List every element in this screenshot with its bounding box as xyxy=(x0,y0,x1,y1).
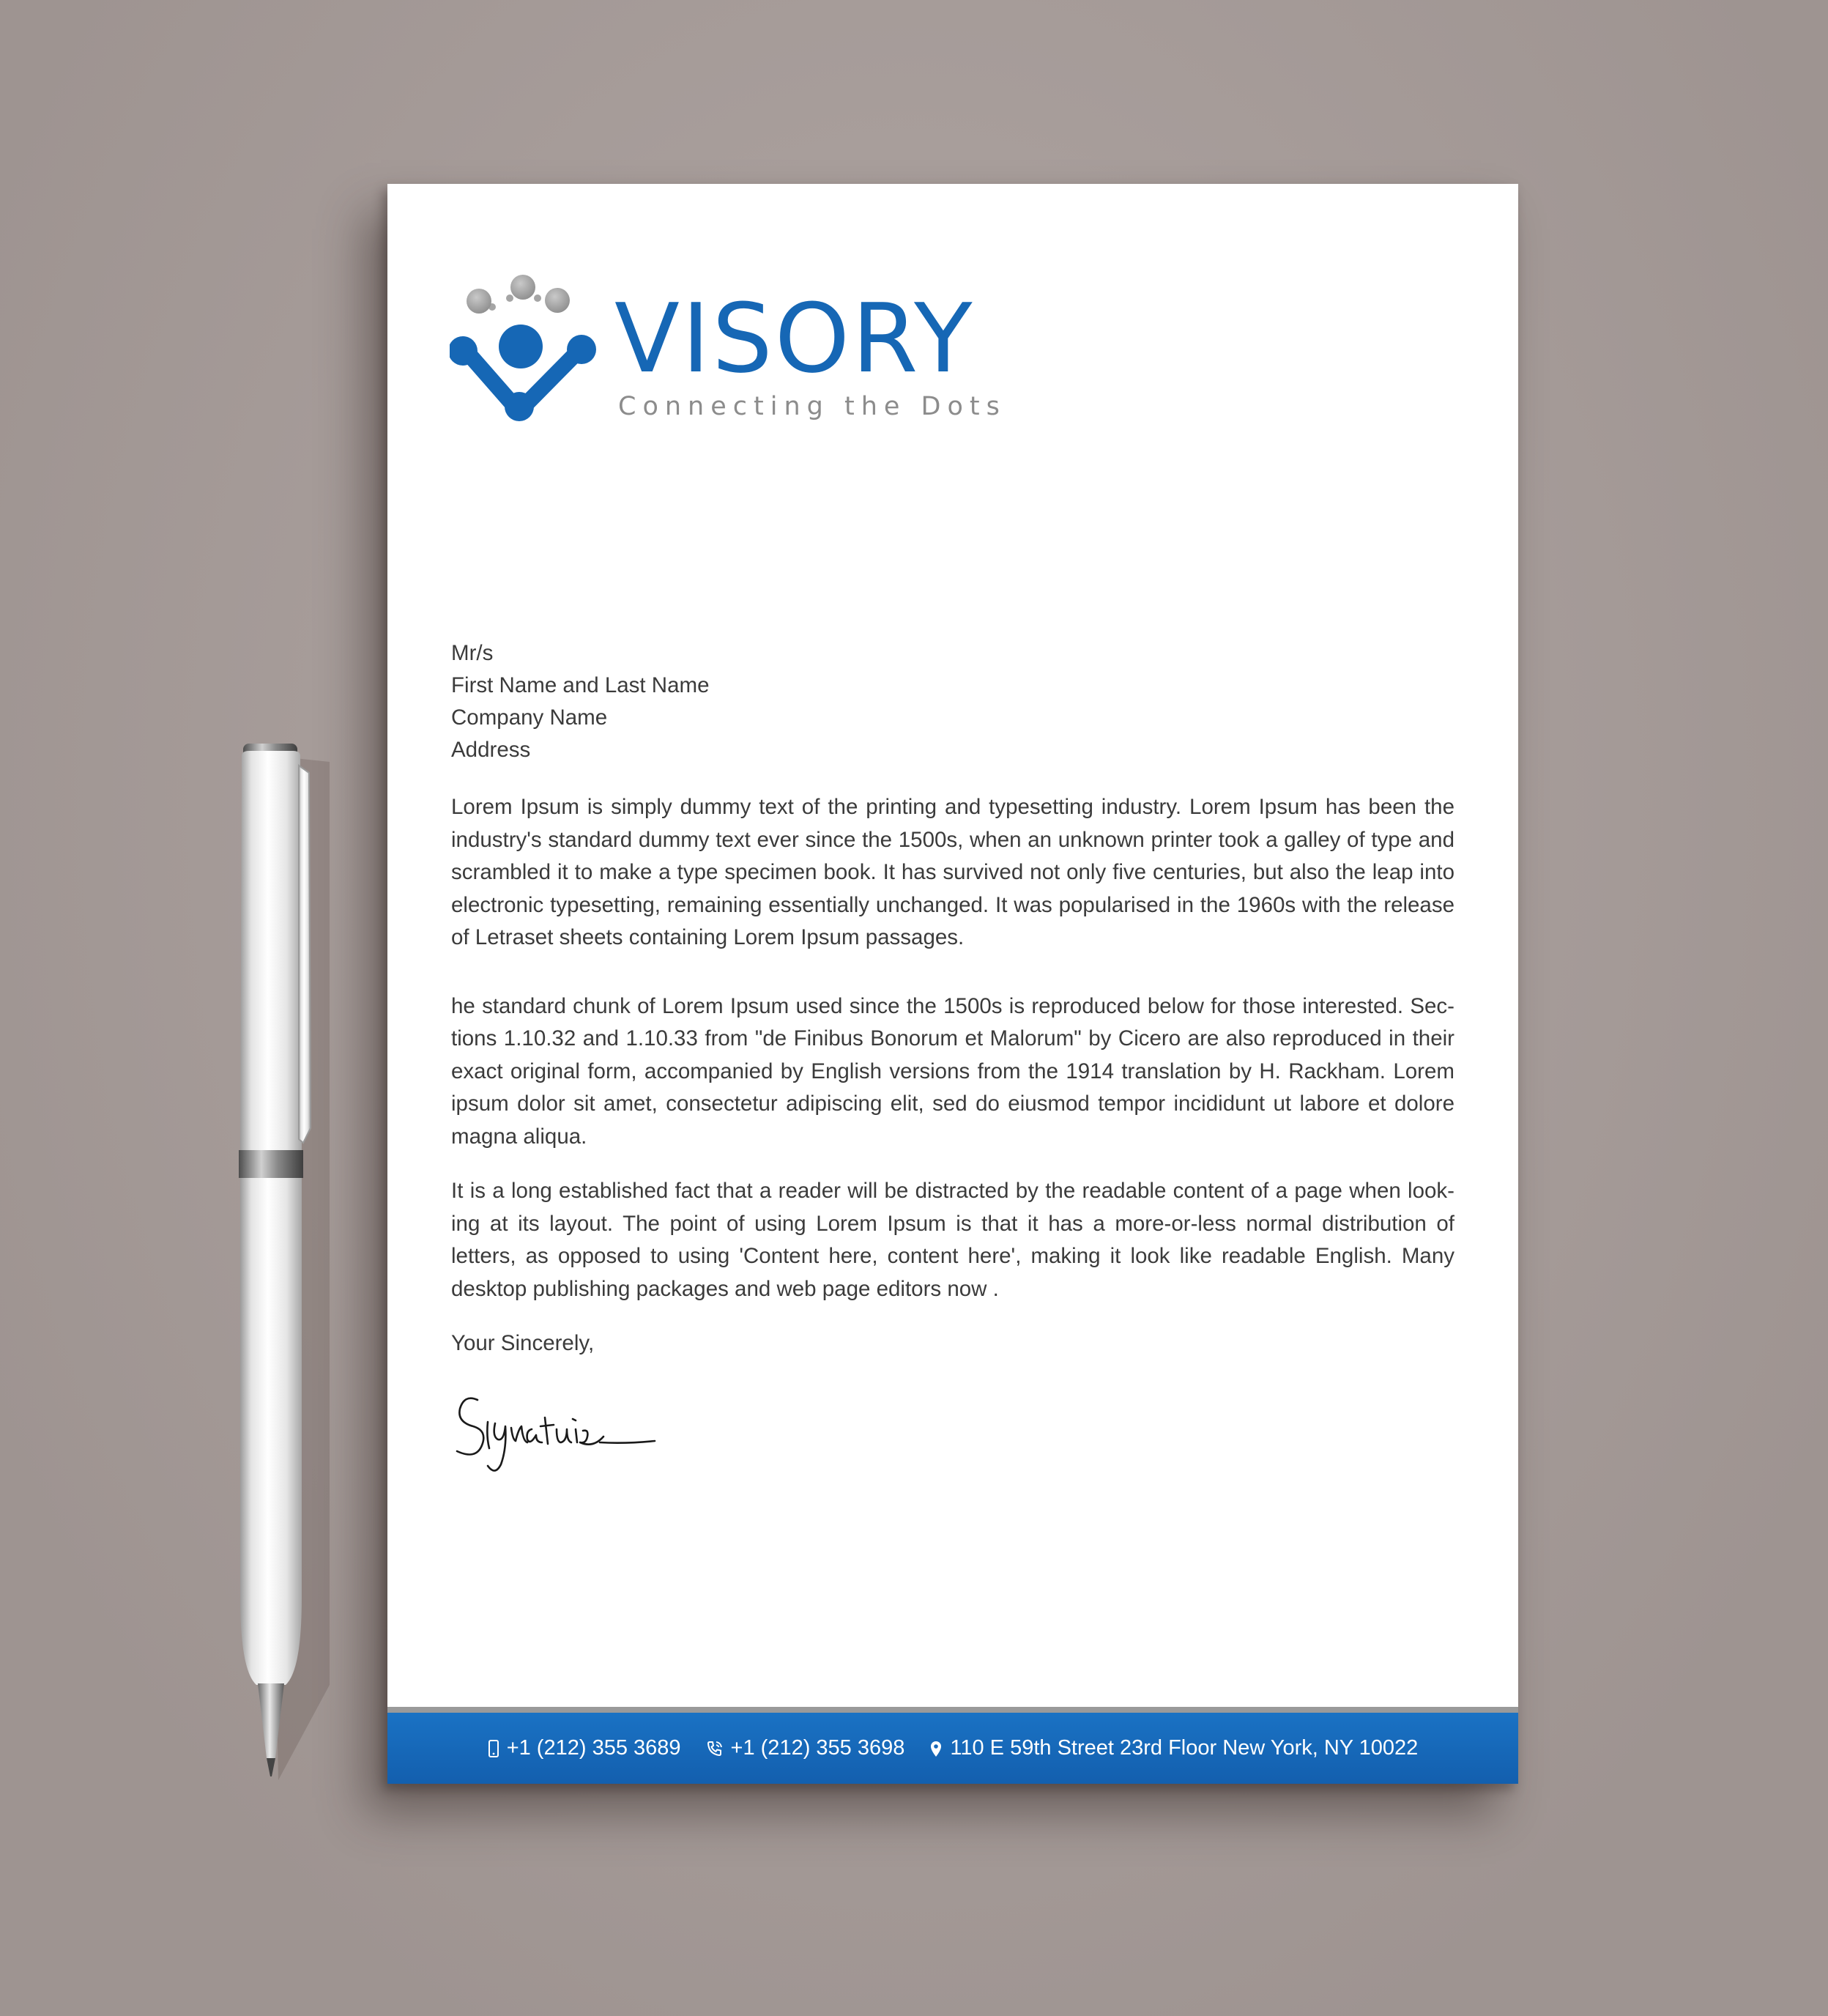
footer-phone-text: +1 (212) 355 3698 xyxy=(730,1736,905,1760)
footer-mobile xyxy=(488,1736,681,1760)
recipient-address: Address xyxy=(451,738,531,762)
letterhead-page xyxy=(387,184,1518,1784)
footer-contact-bar xyxy=(387,1707,1518,1784)
letter-body xyxy=(451,637,1454,1360)
recipient-company: Company Name xyxy=(451,705,608,730)
brand-name: VISORY xyxy=(614,283,975,394)
footer-mobile-text: +1 (212) 355 3689 xyxy=(506,1736,681,1760)
pen xyxy=(220,733,337,1802)
logo-dots-icon xyxy=(450,270,596,424)
recipient-salutation: Mr/s xyxy=(451,641,494,665)
recipient-name: First Name and Last Name xyxy=(451,673,710,697)
footer-address-text: 110 E 59th Street 23rd Floor New York, NY 10022 xyxy=(950,1736,1419,1760)
company-logo xyxy=(450,270,1006,424)
body-paragraph-1: Lorem Ipsum is simply dummy text of the printing and typesetting industry. Lorem Ipsum has been the industry's standard dummy text ever since the 1500s, when an unknown printer took a galley of type and scrambled it to make a type specimen book. It has survived not only five centuries, but also the leap into electronic typesetting, remaining essentially unchanged. It was popularised in the 1960s with the release of Letraset sheets containing Lorem Ipsum passages. xyxy=(451,795,1454,949)
closing-text: Your Sincerely, xyxy=(451,1331,595,1355)
body-paragraph-2: he standard chunk of Lorem Ipsum used since the 1500s is reproduced below for those interested. Sec-tions 1.10.32 and 1.10.33 from "de Finibus Bonorum et Malorum" by Cicero are also reproduced in their exact original form, accompanied by English versions from the 1914 translation by H. Rackham. Lorem ipsum dolor sit amet, consectetur adipiscing elit, sed do eiusmod tempor incididunt ut labore et dolore magna aliqua. xyxy=(451,993,1454,1149)
footer-phone xyxy=(706,1736,905,1760)
map-pin-icon xyxy=(929,1740,943,1757)
handwritten-signature xyxy=(450,1378,669,1480)
body-paragraph-3: It is a long established fact that a reader will be distracted by the readable content of a page when look-ing at its layout. The point of using Lorem Ipsum is that it has a more-or-less normal distribution of letters, as opposed to using 'Content here, content here', making it look like readable English. Many desktop publishing packages and web page editors now . xyxy=(451,1179,1454,1301)
footer-address xyxy=(929,1736,1418,1760)
telephone-icon xyxy=(706,1740,724,1757)
brand-tagline: Connecting the Dots xyxy=(618,392,1006,421)
mobile-phone-icon xyxy=(488,1740,499,1757)
